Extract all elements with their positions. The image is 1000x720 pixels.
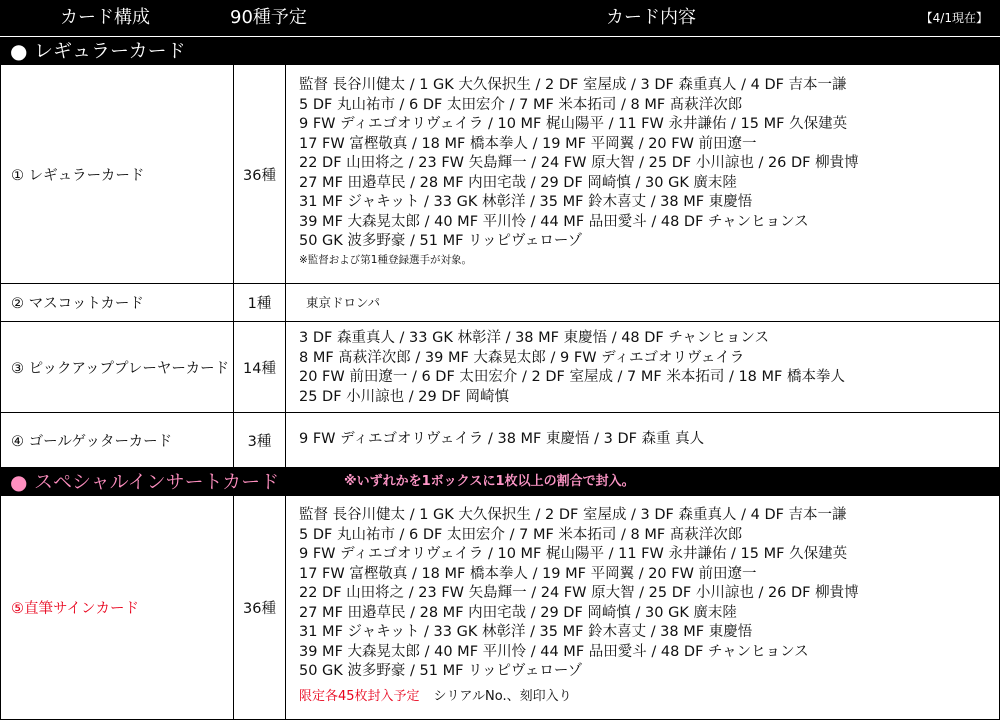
table-header bbox=[0, 0, 1000, 36]
card-type-count: 1種 bbox=[234, 284, 286, 321]
player-line: 17 FW 富樫敬真 / 18 MF 橋本拳人 / 19 MF 平岡翼 / 20 FW 前田遼一 bbox=[299, 135, 757, 152]
player-line: 8 MF 髙萩洋次郎 / 39 MF 大森晃太郎 / 9 FW ディエゴオリヴェイラ bbox=[299, 349, 745, 366]
player-line: 20 FW 前田遼一 / 6 DF 太田宏介 / 2 DF 室屋成 / 7 MF 米本拓司 / 18 MF 橋本拳人 bbox=[299, 369, 845, 385]
section-title: スペシャルインサートカード bbox=[34, 471, 280, 493]
card-type-count: 3種 bbox=[234, 413, 286, 467]
player-line: 39 MF 大森晃太郎 / 40 MF 平川怜 / 44 MF 品田愛斗 / 48 DF チャンヒョンス bbox=[299, 213, 809, 230]
card-type-name: ④ ゴールゲッターカード bbox=[1, 413, 234, 467]
header-card-composition: カード構成 bbox=[60, 7, 150, 28]
card-contents bbox=[286, 496, 999, 719]
player-line: 22 DF 山田将之 / 23 FW 矢島輝一 / 24 FW 原大智 / 25 DF 小川諒也 / 26 DF 柳貴博 bbox=[299, 155, 859, 171]
player-line: 9 FW ディエゴオリヴェイラ / 10 MF 梶山陽平 / 11 FW 永井謙佑 / 15 MF 久保建英 bbox=[299, 546, 848, 562]
player-line: 5 DF 丸山祐市 / 6 DF 太田宏介 / 7 MF 米本拓司 / 8 MF 髙萩洋次郎 bbox=[299, 96, 743, 113]
player-line: 9 FW ディエゴオリヴェイラ / 10 MF 梶山陽平 / 11 FW 永井謙佑 / 15 MF 久保建英 bbox=[299, 116, 848, 132]
header-total-planned: 90種予定 bbox=[230, 7, 307, 28]
table-row bbox=[0, 496, 1000, 720]
card-type-name: ① レギュラーカード bbox=[1, 65, 234, 283]
card-contents bbox=[286, 322, 999, 412]
card-type-name: ② マスコットカード bbox=[1, 284, 234, 321]
table-row bbox=[0, 413, 1000, 468]
player-line: 22 DF 山田将之 / 23 FW 矢島輝一 / 24 FW 原大智 / 25 DF 小川諒也 / 26 DF 柳貴博 bbox=[299, 585, 859, 601]
table-row bbox=[0, 65, 1000, 284]
player-line: 31 MF ジャキット / 33 GK 林彰洋 / 35 MF 鈴木喜丈 / 38 MF 東慶悟 bbox=[299, 194, 753, 210]
table-row bbox=[0, 322, 1000, 413]
player-line: 5 DF 丸山祐市 / 6 DF 太田宏介 / 7 MF 米本拓司 / 8 MF 髙萩洋次郎 bbox=[299, 526, 743, 543]
player-line: 31 MF ジャキット / 33 GK 林彰洋 / 35 MF 鈴木喜丈 / 38 MF 東慶悟 bbox=[299, 624, 753, 640]
player-line: 9 FW ディエゴオリヴェイラ / 38 MF 東慶悟 / 3 DF 森重 真人 bbox=[299, 431, 705, 448]
player-line: 50 GK 波多野豪 / 51 MF リッピヴェローゾ bbox=[299, 233, 583, 249]
player-line: 27 MF 田邉草民 / 28 MF 内田宅哉 / 29 DF 岡崎慎 / 30 GK 廣末陸 bbox=[299, 174, 737, 191]
player-line: 25 DF 小川諒也 / 29 DF 岡崎慎 bbox=[299, 388, 509, 405]
section-special-insert-cards bbox=[0, 468, 1000, 496]
header-card-contents: カード内容 bbox=[606, 7, 696, 28]
player-line: 50 GK 波多野豪 / 51 MF リッピヴェローゾ bbox=[299, 663, 583, 679]
card-contents bbox=[286, 65, 999, 283]
card-type-name: ③ ピックアッププレーヤーカード bbox=[1, 322, 234, 412]
card-type-count: 14種 bbox=[234, 322, 286, 412]
card-type-name: ⑤直筆サインカード bbox=[1, 496, 234, 719]
section-title: レギュラーカード bbox=[34, 40, 186, 62]
player-line: 17 FW 富樫敬真 / 18 MF 橋本拳人 / 19 MF 平岡翼 / 20 FW 前田遼一 bbox=[299, 565, 757, 582]
mascot-name: 東京ドロンパ bbox=[306, 294, 381, 310]
player-line: 27 MF 田邉草民 / 28 MF 内田宅哉 / 29 DF 岡崎慎 / 30 GK 廣末陸 bbox=[299, 604, 737, 621]
card-contents bbox=[286, 413, 999, 467]
player-line: 39 MF 大森晃太郎 / 40 MF 平川怜 / 44 MF 品田愛斗 / 48 DF チャンヒョンス bbox=[299, 643, 809, 660]
player-line: 3 DF 森重真人 / 33 GK 林彰洋 / 38 MF 東慶悟 / 48 DF チャンヒョンス bbox=[299, 330, 769, 346]
insertion-rate-note: ※いずれかを1ボックスに1枚以上の割合で封入。 bbox=[344, 474, 635, 489]
card-contents bbox=[286, 284, 999, 321]
header-as-of-date: 【4/1現在】 bbox=[920, 11, 988, 25]
table-row bbox=[0, 284, 1000, 322]
limited-quantity-note: 限定各45枚封入予定 bbox=[299, 688, 420, 704]
serial-number-note: シリアルNo.、刻印入り bbox=[433, 688, 572, 704]
player-line: 監督 長谷川健太 / 1 GK 大久保択生 / 2 DF 室屋成 / 3 DF 森重真人 / 4 DF 吉本一謙 bbox=[299, 77, 847, 93]
player-line: 監督 長谷川健太 / 1 GK 大久保択生 / 2 DF 室屋成 / 3 DF 森重真人 / 4 DF 吉本一謙 bbox=[299, 507, 847, 523]
special-card-footnote bbox=[299, 687, 999, 707]
card-type-count: 36種 bbox=[234, 496, 286, 719]
card-type-count: 36種 bbox=[234, 65, 286, 283]
section-regular-cards bbox=[0, 37, 1000, 65]
bullet-icon: ● bbox=[10, 470, 28, 494]
bullet-icon: ● bbox=[10, 39, 28, 63]
eligibility-note: ※監督および第1種登録選手が対象。 bbox=[299, 253, 472, 266]
